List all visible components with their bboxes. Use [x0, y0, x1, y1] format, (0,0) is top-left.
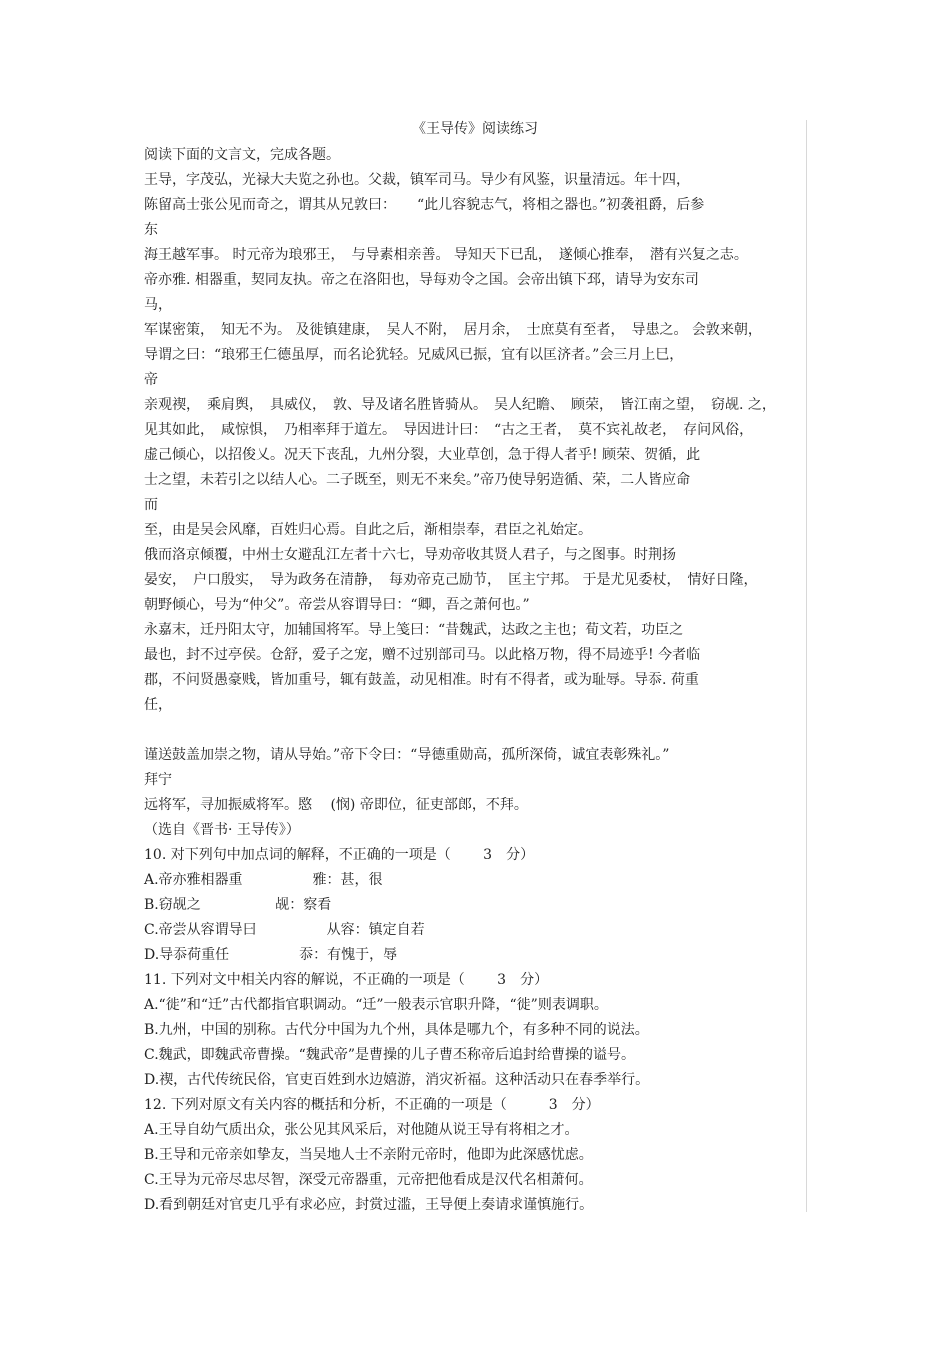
text-line: 谨送鼓盖加崇之物，请从导始。”帝下令曰：“导德重勋高，孤所深倚，诚宜表彰殊礼。” — [144, 747, 670, 763]
text-line: 朝野倾心，号为“仲父”。帝尝从容谓导曰：“卿，吾之萧何也。” — [144, 597, 530, 613]
text-line: 晏安， 户口殷实， 导为政务在清静， 每劝帝克己励节， 匡主宁邦。 于是尤见委杖， 情好日隆， — [144, 572, 758, 588]
text-line: 12. 下列对原文有关内容的概括和分析，不正确的一项是（ 3 分） — [144, 1097, 600, 1113]
text-line: 至，由是吴会风靡，百姓归心焉。自此之后，渐相崇奉，君臣之礼始定。 — [144, 522, 592, 538]
text-line: 10. 对下列句中加点词的解释，不正确的一项是（ 3 分） — [144, 847, 535, 863]
text-line: 海王越军事。 时元帝为琅邪王， 与导素相亲善。 导知天下已乱， 遂倾心推奉， 潜有兴复之志。 — [144, 247, 748, 263]
text-line: 远将军，寻加振威将军。愍 (悯) 帝即位，征吏部郎，不拜。 — [144, 797, 528, 813]
text-line: A.王导自幼气质出众，张公见其风采后，对他随从说王导有将相之才。 — [144, 1122, 579, 1138]
text-line: 士之望，未若引之以结人心。二子既至，则无不来矣。”帝乃使导躬造循、荣，二人皆应命 — [144, 472, 691, 488]
text-line: 任， — [144, 697, 172, 713]
text-line: （选自《晋书· 王导传》） — [144, 822, 300, 838]
text-line: A.帝亦雅相器重 雅：甚，很 — [144, 872, 383, 888]
text-line: C.王导为元帝尽忠尽智，深受元帝器重，元帝把他看成是汉代名相萧何。 — [144, 1172, 593, 1188]
text-line: D.导忝荷重任 忝：有愧于，辱 — [144, 947, 398, 963]
text-line: 阅读下面的文言文，完成各题。 — [144, 147, 340, 163]
text-line: 而 — [144, 497, 158, 513]
text-line: 马， — [144, 297, 172, 313]
text-line: 东 — [144, 222, 158, 238]
text-line: 11. 下列对文中相关内容的解说，不正确的一项是（ 3 分） — [144, 972, 549, 988]
text-line: 军谋密策， 知无不为。 及徙镇建康， 吴人不附， 居月余， 士庶莫有至者， 导患之。 会敦来朝， — [144, 322, 762, 338]
text-line: C.魏武，即魏武帝曹操。“魏武帝”是曹操的儿子曹丕称帝后追封给曹操的谥号。 — [144, 1047, 635, 1063]
text-line: A.“徙”和“迁”古代都指官职调动。“迁”一般表示官职升降，“徙”则表调职。 — [144, 997, 608, 1013]
right-margin-rule — [806, 120, 807, 1212]
text-line: D.看到朝廷对官吏几乎有求必应，封赏过滥，王导便上奏请求谨慎施行。 — [144, 1197, 594, 1213]
text-line: 导谓之曰：“琅邪王仁德虽厚，而名论犹轻。兄威风已振，宜有以匡济者。”会三月上巳， — [144, 347, 684, 363]
text-line: 俄而洛京倾覆，中州士女避乱江左者十六七，导劝帝收其贤人君子，与之图事。时荆扬 — [144, 547, 676, 563]
text-line: 最也，封不过亭侯。仓舒，爱子之宠，赠不过别部司马。以此格万物，得不局迹乎! 今者临 — [144, 647, 701, 663]
document-title: 《王导传》阅读练习 — [412, 121, 538, 137]
text-line: 永嘉末，迁丹阳太守，加辅国将军。导上笺曰：“昔魏武，达政之主也；荀文若，功臣之 — [144, 622, 684, 638]
text-line: 王导，字茂弘，光禄大夫览之孙也。父裁，镇军司马。导少有风鉴，识量清远。年十四， — [144, 172, 690, 188]
text-line: C.帝尝从容谓导曰 从容：镇定自若 — [144, 922, 425, 938]
text-line: 亲观禊， 乘肩舆， 具威仪， 敦、导及诸名胜皆骑从。 吴人纪瞻、 顾荣， 皆江南之望， 窃觇. 之， — [144, 397, 776, 413]
text-line: D.禊，古代传统民俗，官吏百姓到水边嬉游，消灾祈福。这种活动只在春季举行。 — [144, 1072, 650, 1088]
text-line: 陈留高士张公见而奇之，谓其从兄敦曰： “此儿容貌志气，将相之器也。”初袭祖爵，后参 — [144, 197, 705, 213]
text-line: B.九州，中国的别称。古代分中国为九个州，具体是哪九个，有多种不同的说法。 — [144, 1022, 649, 1038]
text-line: 帝 — [144, 372, 158, 388]
text-line: B.窃觇之 觇：察看 — [144, 897, 332, 913]
text-line: B.王导和元帝亲如挚友，当吴地人士不亲附元帝时，他即为此深感忧虑。 — [144, 1147, 593, 1163]
text-line: 郡，不问贤愚豪贱，皆加重号，辄有鼓盖，动见相准。时有不得者，或为耻辱。导忝. 荷重 — [144, 672, 699, 688]
text-line: 帝亦雅. 相器重，契同友执。帝之在洛阳也，导每劝令之国。会帝出镇下邳，请导为安东司 — [144, 272, 699, 288]
text-line: 虚己倾心，以招俊乂。况天下丧乱，九州分裂，大业草创，急于得人者乎! 顾荣、贺循，此 — [144, 447, 701, 463]
text-line: 见其如此， 咸惊惧， 乃相率拜于道左。 导因进计曰： “古之王者， 莫不宾礼故老， 存问风俗， — [144, 422, 754, 438]
text-line: 拜宁 — [144, 772, 172, 788]
